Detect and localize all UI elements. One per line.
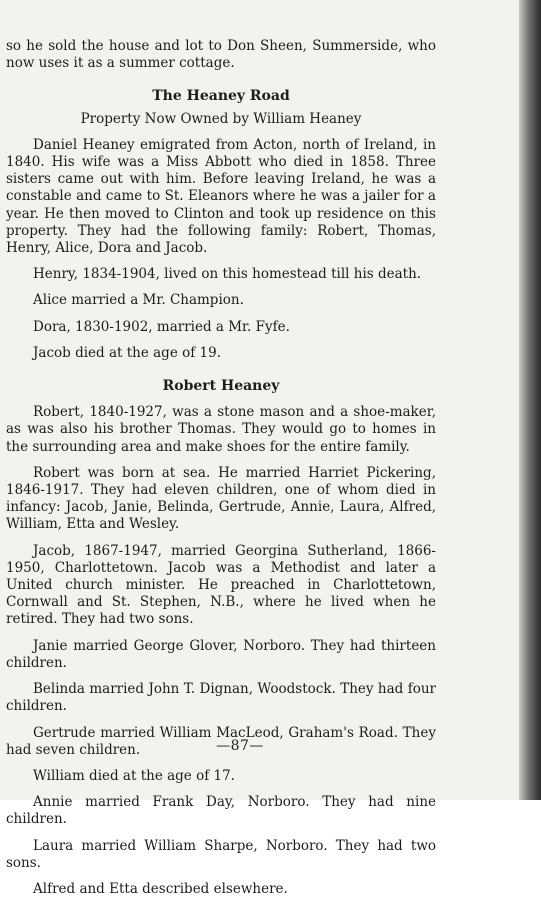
page-text xyxy=(6,38,436,898)
paragraph-dora: Dora, 1830-1902, married a Mr. Fyfe. xyxy=(33,318,290,335)
paragraph-robert-born: Robert was born at sea. He married Harriet Pickering, 1846-1917. They had eleven children, one of whom died in infancy: Jacob, Janie, Belinda, Gertrude, Annie, Laura, Alfred, William, Etta and Wesley. xyxy=(6,464,436,533)
opening-paragraph: so he sold the house and lot to Don Sheen, Summerside, who now uses it as a summer cottage. xyxy=(6,38,436,72)
paragraph-gertrude: Gertrude married William MacLeod, Graham's Road. They had seven children. xyxy=(6,724,436,758)
paragraph-alice: Alice married a Mr. Champion. xyxy=(33,292,244,309)
paragraph-robert: Robert, 1840-1927, was a stone mason and a shoe-maker, as was also his brother Thomas. They would go to homes in the surrounding area and make shoes for the entire family. xyxy=(6,404,436,455)
paragraph-laura: Laura married William Sharpe, Norboro. They had two sons. xyxy=(6,837,436,871)
paragraph-william: William died at the age of 17. xyxy=(33,767,235,784)
paragraph-henry: Henry, 1834-1904, lived on this homestead till his death. xyxy=(33,266,422,283)
section-heading-heaney-road: The Heaney Road xyxy=(152,88,290,105)
paragraph-belinda: Belinda married John T. Dignan, Woodstock. They had four children. xyxy=(6,681,436,715)
paragraph-jacob-died: Jacob died at the age of 19. xyxy=(33,344,221,361)
page-binding-shadow xyxy=(519,0,541,800)
section-heading-robert-heaney: Robert Heaney xyxy=(162,378,280,395)
paragraph-janie: Janie married George Glover, Norboro. They had thirteen children. xyxy=(6,637,436,671)
paragraph-daniel-heaney: Daniel Heaney emigrated from Acton, north of Ireland, in 1840. His wife was a Miss Abbott who died in 1858. Three sisters came out with him. Before leaving Ireland, he was a constable and came to St. Eleanors where he was a jailer for a year. He then moved to Clinton and took up residence on this property. They had the following family: Robert, Thomas, Henry, Alice, Dora and Jacob. xyxy=(6,136,436,257)
paragraph-jacob-married: Jacob, 1867-1947, married Georgina Sutherland, 1866-1950, Charlottetown. Jacob was a Methodist and later a United church minister. He preached in Charlottetown, Cornwall and St. Stephen, N.B., where he lived when he retired. They had two sons. xyxy=(6,542,436,628)
section-subheading-property: Property Now Owned by William Heaney xyxy=(80,110,362,127)
page-number: —87— xyxy=(216,738,264,754)
paragraph-annie: Annie married Frank Day, Norboro. They had nine children. xyxy=(6,794,436,828)
paragraph-alfred-etta: Alfred and Etta described elsewhere. xyxy=(33,880,288,897)
